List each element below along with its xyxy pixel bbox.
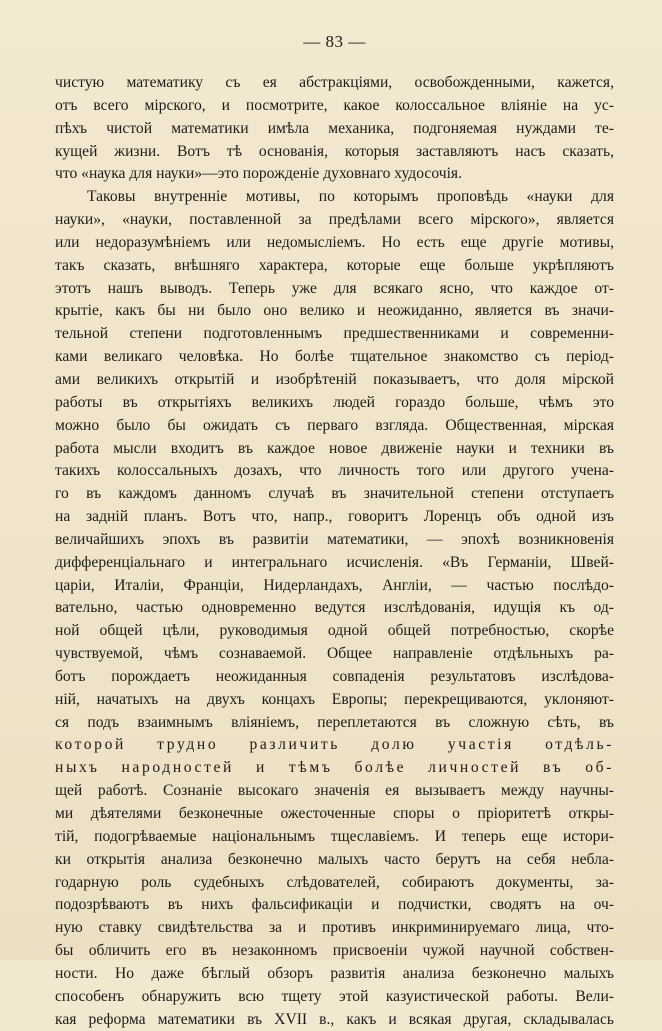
page-number: — 83 —: [303, 32, 366, 51]
text-line: крытіе, какъ бы ни было оно велико и неожиданно, является въ значи-: [55, 302, 614, 320]
text-line: величайшихъ эпохъ въ развитіи математики, — эпохѣ возникновенія: [55, 530, 614, 548]
text-line: щей работѣ. Сознаніе высокаго значенія ея вызываетъ между научны-: [55, 782, 614, 800]
text-line: ности. Но даже бѣглый обзоръ развитія анализа безконечно малыхъ: [55, 964, 614, 982]
text-line: такихъ колоссальныхъ дозахъ, что личность того или другого учена-: [55, 462, 614, 480]
text-line: вательно, частью одновременно ведутся изслѣдованія, идущія къ од-: [55, 599, 614, 617]
spaced-text-line: ныхъ народностей и тѣмъ болѣе личностей въ об-: [55, 759, 614, 777]
body-text: [55, 72, 614, 1031]
text-line: или недоразумѣніемъ или недомысліемъ. Но есть еще другіе мотивы,: [55, 233, 614, 251]
text-line: пѣхъ чистой математики имѣла механика, подгоняемая нуждами те-: [55, 119, 614, 137]
text-line: этотъ нашъ выводъ. Теперь уже для всякаго ясно, что каждое от-: [55, 279, 614, 297]
text-line: ми дѣятелями безконечные ожесточенные споры о пріоритетѣ откры-: [55, 805, 614, 822]
text-line: ами великихъ открытій и изобрѣтеній показываетъ, что доля мірской: [55, 370, 614, 388]
text-line: отъ всего мірского, и посмотрите, какое колоссальное вліяніе на ус-: [55, 96, 614, 114]
text-line: чувствуемой, чѣмъ сознаваемой. Общее направленіе отдѣльныхъ ра-: [55, 645, 614, 663]
text-line: такъ сказать, внѣшняго характера, которые еще больше укрѣпляютъ: [55, 256, 614, 274]
text-line: го въ каждомъ данномъ случаѣ въ значительной степени отступаетъ: [55, 485, 614, 503]
text-line: годарную роль судебныхъ слѣдователей, собираютъ документы, за-: [55, 873, 614, 891]
text-line: тій, подогрѣваемые національнымъ тщеславіемъ. И теперь еще истори-: [55, 827, 614, 845]
text-line: ную ставку свидѣтельства за и противъ инкриминируемаго лица, что-: [55, 919, 614, 937]
text-line: способенъ обнаружить всю тщету этой казуистической работы. Вели-: [55, 987, 614, 1005]
text-line: работа мысли входитъ въ каждое новое движеніе науки и техники въ: [55, 439, 614, 457]
text-line: тельной степени подготовленнымъ предшественниками и современни-: [55, 325, 614, 343]
text-line: царіи, Италіи, Франціи, Нидерландахъ, Англіи, — частью послѣдо-: [55, 576, 614, 594]
text-line: ки открытія анализа безконечно малыхъ часто берутъ на себя небла-: [55, 850, 614, 868]
text-line: чистую математику съ ея абстракціями, освобожденными, кажется,: [55, 74, 614, 91]
paragraph-first-line: Таковы внутренніе мотивы, по которымъ проповѣдь «науки для: [87, 188, 614, 206]
text-line: ній, начатыхъ на двухъ концахъ Европы; перекрещиваются, уклоняют-: [55, 690, 614, 708]
text-line: кая реформа математики въ XVII в., какъ и всякая другая, складывалась: [55, 1010, 614, 1028]
text-line: науки», «науки, поставленной за предѣлами всего мірского», является: [55, 211, 614, 229]
text-line: работы въ открытіяхъ великихъ людей гораздо больше, чѣмъ это: [55, 393, 614, 411]
text-line: ками великаго человѣка. Но болѣе тщательное знакомство съ період-: [55, 348, 614, 366]
text-line: на задній планъ. Вотъ что, напр., говоритъ Лоренцъ объ одной изъ: [55, 508, 614, 526]
text-line: дифференціальнаго и интегральнаго исчисленія. «Въ Германіи, Швей-: [55, 553, 614, 571]
text-line: ся подъ взаимнымъ вліяніемъ, переплетаются въ сложную сѣть, въ: [55, 713, 614, 731]
text-line: что «наука для науки»—это порожденіе духовнаго худосочія.: [55, 165, 462, 183]
spaced-text-line: которой трудно различить долю участія отдѣль-: [55, 736, 614, 754]
text-line: кущей жизни. Вотъ тѣ основанія, которыя заставляютъ насъ сказать,: [55, 142, 614, 160]
text-line: ной общей цѣли, руководимыя одной общей потребностью, скорѣе: [55, 622, 614, 640]
text-line: можно было бы ожидать съ перваго взгляда. Общественная, мірская: [55, 416, 614, 434]
text-line: бы обличить его въ незаконномъ присвоеніи чужой научной собствен-: [55, 942, 614, 960]
text-line: подозрѣваютъ въ нихъ фальсификаціи и подчистки, сводятъ на оч-: [55, 896, 614, 914]
text-line: ботъ порождаетъ неожиданныя совпаденія результатовъ изслѣдова-: [55, 667, 614, 685]
